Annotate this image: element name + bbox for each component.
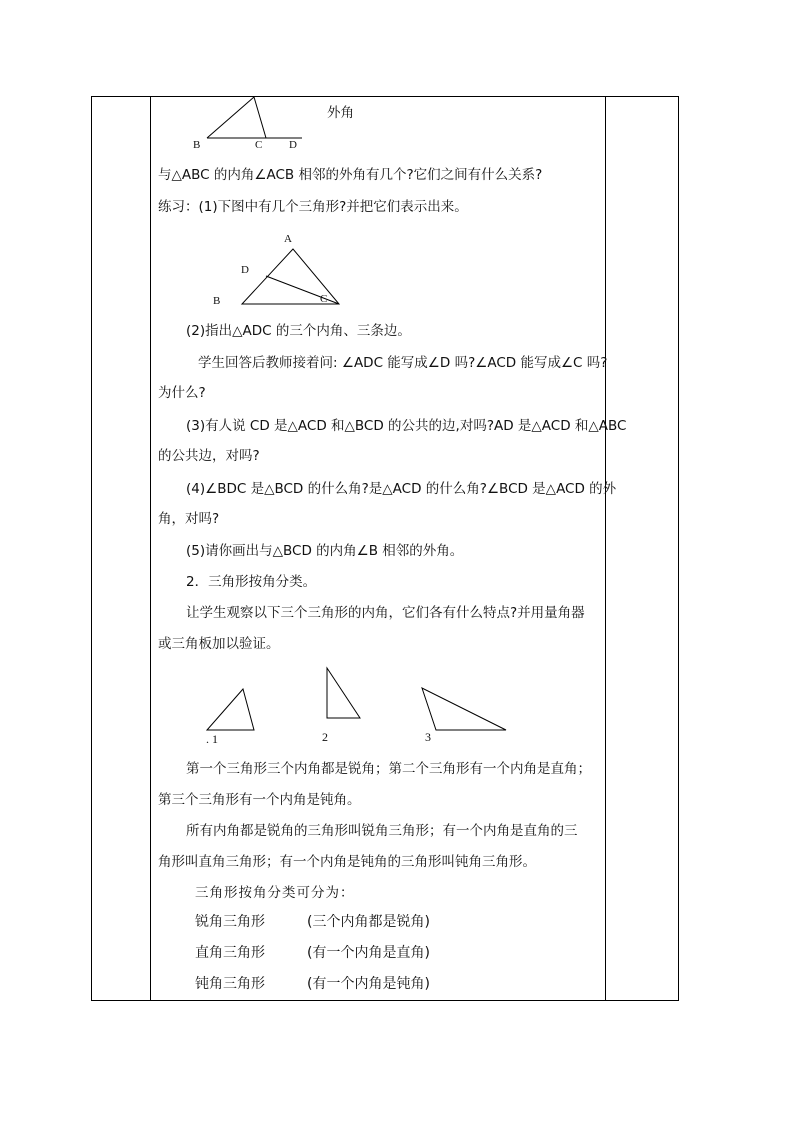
class-acute-name: 锐角三角形 (195, 914, 265, 930)
definition-line2: 角形叫直角三角形；有一个内角是钝角的三角形叫钝角三角形。 (158, 854, 536, 870)
question-5: (5)请你画出与△BCD 的内角∠B 相邻的外角。 (186, 543, 464, 559)
teacher-question-line2: 为什么? (158, 385, 206, 401)
class-obtuse-desc: (有一个内角是钝角) (307, 976, 430, 992)
classification-title: 三角形按角分类可分为： (195, 885, 355, 901)
definition-line1: 所有内角都是锐角的三角形叫锐角三角形；有一个内角是直角的三 (186, 823, 578, 839)
practice-intro: 练习：(1)下图中有几个三角形?并把它们表示出来。 (158, 199, 468, 215)
description-line1: 第一个三角形三个内角都是锐角；第二个三角形有一个内角是直角； (186, 761, 591, 777)
triangle-2-label: 2 (322, 730, 328, 744)
question-3-line2: 的公共边，对吗? (158, 448, 260, 464)
question-2: (2)指出△ADC 的三个内角、三条边。 (186, 323, 411, 339)
class-acute-desc: (三个内角都是锐角) (307, 914, 430, 930)
question-4-line1: (4)∠BDC 是△BCD 的什么角?是△ACD 的什么角?∠BCD 是△ACD 的外 (186, 481, 617, 497)
question-3-line1: (3)有人说 CD 是△ACD 和△BCD 的公共的边,对吗?AD 是△ACD 和△ABC (186, 418, 627, 434)
figure2-label-a: A (284, 233, 292, 245)
figure1-caption: 外角 (327, 105, 354, 121)
figure2-label-d: D (241, 264, 249, 276)
class-right-desc: (有一个内角是直角) (307, 945, 430, 961)
class-right-name: 直角三角形 (195, 945, 265, 961)
question-4-line2: 角，对吗? (158, 511, 220, 527)
class-obtuse-name: 钝角三角形 (195, 976, 265, 992)
observe-line1: 让学生观察以下三个三角形的内角，它们各有什么特点?并用量角器 (186, 605, 585, 621)
figure1-label-c: C (255, 139, 263, 151)
teacher-question-line1: 学生回答后教师接着问: ∠ADC 能写成∠D 吗?∠ACD 能写成∠C 吗? (198, 355, 608, 371)
question-exterior-angle: 与△ABC 的内角∠ACB 相邻的外角有几个?它们之间有什么关系? (158, 167, 543, 183)
figure2-label-c: C (320, 293, 328, 305)
figure1-label-d: D (289, 139, 297, 151)
section-2-heading: 2．三角形按角分类。 (186, 574, 317, 590)
triangle-1-label: . 1 (206, 732, 218, 746)
figure1-label-b: B (193, 139, 201, 151)
triangle-3-label: 3 (425, 730, 431, 744)
observe-line2: 或三角板加以验证。 (158, 636, 280, 652)
description-line2: 第三个三角形有一个内角是钝角。 (158, 792, 361, 808)
figure2-label-b: B (213, 295, 221, 307)
